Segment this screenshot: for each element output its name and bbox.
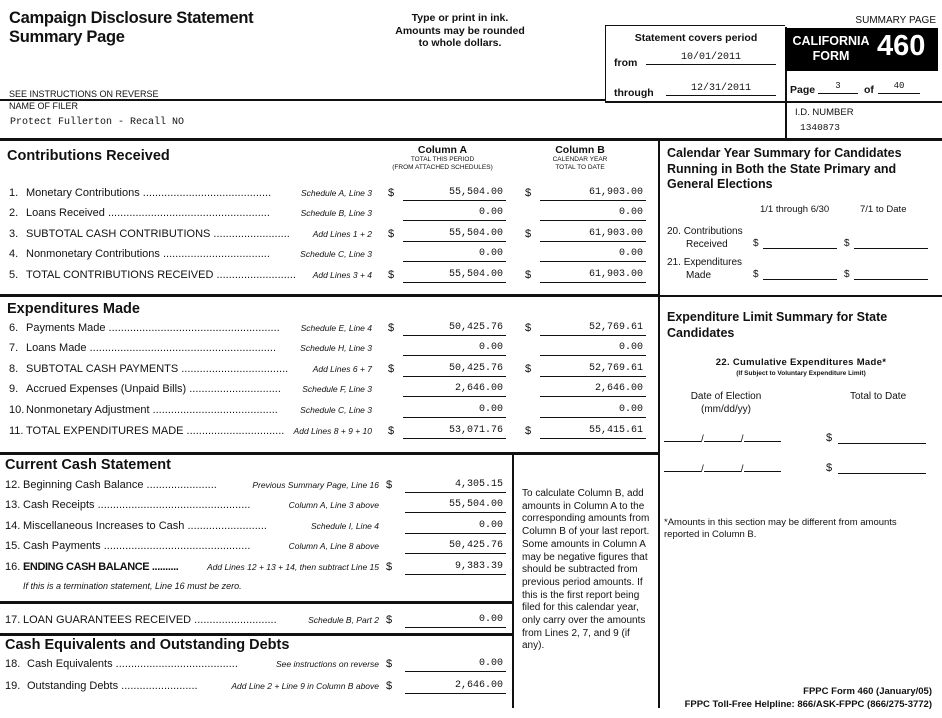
table-row [9,248,649,266]
date-of-election-label [676,390,776,416]
form-version: FPPC Form 460 (January/05) [803,686,932,697]
row-label: Nonmonetary Contributions ................................... [26,248,270,260]
row-number: 3. [9,228,19,240]
dollar-sign: $ [525,425,532,437]
table-row [9,363,649,381]
ink-line-1: Type or print in ink. [411,12,509,24]
divider [0,633,513,636]
section-title-cash-equivalents: Cash Equivalents and Outstanding Debts [5,637,290,653]
row-number: 19. [5,680,21,692]
dollar-sign: $ [826,432,833,444]
table-row [5,680,514,698]
table-row [5,540,514,558]
row-reference: Column A, Line 8 above [288,541,379,551]
termination-note: If this is a termination statement, Line 16 must be zero. [23,581,242,591]
column-b-value[interactable]: 0.00 [540,248,646,262]
table-row [9,207,649,225]
row-label: Contributions [683,226,743,237]
row-number: 17. [5,614,21,626]
row-number: 13. [5,499,21,511]
id-label: I.D. NUMBER [795,107,854,118]
date-label-line2: (mm/dd/yy) [701,404,751,415]
cash-value[interactable]: 0.00 [405,520,506,534]
title-line-2: Summary Page [9,28,125,46]
row-reference: See instructions on reverse [276,659,379,669]
cumulative-title: 22. Cumulative Expenditures Made* [715,357,887,368]
column-b-value[interactable]: 55,415.61 [540,425,646,439]
column-b-header [525,144,635,172]
cash-value[interactable]: 4,305.15 [405,479,506,493]
section-title-contributions: Contributions Received [7,148,170,164]
row-label: TOTAL CONTRIBUTIONS RECEIVED .......................... [26,269,296,281]
row-reference: Add Lines 8 + 9 + 10 [293,426,372,436]
row-label: Cash Equivalents ........................................ [27,658,238,670]
through-label: through [614,87,654,99]
column-b-value[interactable]: 0.00 [540,404,646,418]
row-reference: Column A, Line 3 above [288,500,379,510]
row-reference: Schedule B, Line 3 [300,208,372,218]
summary-page-tag: SUMMARY PAGE [855,15,936,26]
row-label: Loans Made ............................................................. [26,342,277,354]
cash-value[interactable]: 55,504.00 [405,499,506,513]
table-row [5,520,514,538]
column-b-sub2: TOTAL TO DATE [555,164,605,171]
dollar-sign: $ [525,187,532,199]
column-a-value[interactable]: 50,425.76 [403,322,506,336]
cumulative-note: (If Subject to Voluntary Expenditure Limit) [736,370,866,377]
row-label: Payments Made ........................................................ [26,322,280,334]
row-label: Accrued Expenses (Unpaid Bills) .............................. [26,383,281,395]
date-label-line1: Date of Election [690,391,762,402]
period-title: Statement covers period [634,32,758,44]
divider [0,99,605,101]
row-reference: Schedule C, Line 3 [300,405,372,415]
row-number: 11. [9,425,24,437]
column-a-title: Column A [417,144,468,156]
section-title-expenditure-limit: Expenditure Limit Summary for State Candidates [667,310,888,340]
loan-guarantees-value[interactable]: 0.00 [405,614,506,628]
table-row [5,499,514,517]
column-b-instructions: To calculate Column B, add amounts in Column A to the corresponding amounts from Column B of your last report. Some amounts in Column A may be negative figures that should be subtracted from previous period amounts. If this is the first report being filed for this calendar year, only carry over the amounts from Lines 2, 7, and 9 (if any). [522,488,650,652]
table-row [9,228,649,246]
expenditures-1h-field[interactable] [763,270,837,280]
id-number-field[interactable]: 1340873 [800,122,840,133]
table-row [9,187,649,205]
table-row [5,561,514,579]
table-row [5,479,514,497]
row-number: 5. [9,269,19,281]
through-date-field[interactable]: 12/31/2011 [666,83,776,96]
column-b-value[interactable]: 52,769.61 [540,363,646,377]
contributions-2h-field[interactable] [854,239,928,249]
dollar-sign: $ [388,322,395,334]
expenditure-footnote: *Amounts in this section may be different from amounts reported in Column B. [664,517,897,540]
row-number: 8. [9,363,19,375]
row-label: ENDING CASH BALANCE .......... [23,561,179,573]
table-row [9,404,649,422]
dollar-sign: $ [525,228,532,240]
page-number-field[interactable]: 3 [818,81,858,94]
dollar-sign: $ [388,228,395,240]
dollar-sign: $ [386,561,393,573]
row-reference: Schedule F, Line 3 [302,384,372,394]
row-reference: Previous Summary Page, Line 16 [252,480,379,490]
election-date-field-1[interactable]: / / [664,432,781,445]
row-reference: Schedule I, Line 4 [310,521,379,531]
page-title [9,9,253,47]
from-label: from [614,57,638,69]
column-b-value[interactable]: 0.00 [540,342,646,356]
form-number: 460 [877,30,926,62]
dollar-sign: $ [753,238,759,249]
row-number: 15. [5,540,21,552]
dollar-sign: $ [388,425,395,437]
column-b-title: Column B [555,144,605,156]
column-b-value[interactable]: 61,903.00 [540,228,646,242]
total-to-date-field-2[interactable] [838,464,926,474]
dollar-sign: $ [386,658,393,670]
row-reference: Add Lines 1 + 2 [312,229,372,239]
column-a-value[interactable]: 50,425.76 [403,363,506,377]
column-a-value[interactable]: 55,504.00 [403,187,506,201]
row-reference: Schedule E, Line 4 [300,323,372,333]
row-reference: Add Line 2 + Line 9 in Column B above [231,681,379,691]
row-label: Made [686,269,712,281]
dollar-sign: $ [525,269,532,281]
column-a-header [375,144,510,172]
row-reference: Schedule H, Line 3 [300,343,372,353]
row-label: Miscellaneous Increases to Cash .......................... [23,520,267,532]
row-20 [667,226,743,251]
filer-name-field[interactable]: Protect Fullerton - Recall NO [10,117,185,128]
row-number: 12. [5,479,21,491]
see-instructions: SEE INSTRUCTIONS ON REVERSE [9,89,159,99]
dollar-sign: $ [386,680,393,692]
column-b-sub1: CALENDAR YEAR [552,156,608,163]
dollar-sign: $ [826,462,833,474]
dollar-sign: $ [388,187,395,199]
table-row [5,614,514,632]
calendar-col2-label: 7/1 to Date [860,204,907,215]
row-label: LOAN GUARANTEES RECEIVED ........................... [23,614,277,626]
row-reference: Add Lines 12 + 13 + 14, then subtract Line 15 [206,562,379,572]
divider [0,294,660,297]
row-number: 14. [5,520,21,532]
section-title-expenditures: Expenditures Made [7,301,140,317]
row-reference: Add Lines 6 + 7 [312,364,372,374]
divider [0,138,942,141]
column-a-sub1: TOTAL THIS PERIOD [410,156,475,163]
dollar-sign: $ [388,269,395,281]
divider [0,452,660,455]
table-row [9,269,649,287]
dollar-sign: $ [844,269,850,280]
dollar-sign: $ [388,363,395,375]
divider [605,101,942,103]
election-date-field-2[interactable]: / / [664,462,781,475]
ink-line-2: Amounts may be rounded [395,24,525,37]
cash-value[interactable]: 9,383.39 [405,561,506,575]
row-reference: Add Lines 3 + 4 [312,270,372,280]
row-label: TOTAL EXPENDITURES MADE ................................ [26,425,285,437]
row-number: 18. [5,658,21,670]
row-number: 2. [9,207,19,219]
row-21 [667,257,742,282]
section-title-cash-statement: Current Cash Statement [5,457,171,473]
row-label: Loans Received ..................................................... [26,207,270,219]
title-line-1: Campaign Disclosure Statement [9,9,254,27]
period-box [605,25,785,102]
row-number: 20. [667,226,681,237]
row-number: 7. [9,342,19,354]
dollar-sign: $ [844,238,850,249]
ink-line-3: to whole dollars. [418,37,502,49]
row-label: Monetary Contributions .......................................... [26,187,272,199]
column-a-value[interactable]: 0.00 [403,207,506,221]
form-line-2: FORM [812,49,850,63]
table-row [9,322,649,340]
dollar-sign: $ [753,269,759,280]
row-reference: Schedule B, Part 2 [308,615,379,625]
row-number: 1. [9,187,19,199]
divider [660,295,942,297]
dollar-sign: $ [525,363,532,375]
row-label: Received [686,238,728,250]
cash-value[interactable]: 50,425.76 [405,540,506,554]
column-b-value[interactable]: 0.00 [540,207,646,221]
table-row [9,383,649,401]
contributions-1h-field[interactable] [763,239,837,249]
column-b-value[interactable]: 2,646.00 [540,383,646,397]
total-to-date-field-1[interactable] [838,434,926,444]
row-label: Cash Payments ................................................ [23,540,251,552]
form-line-1: CALIFORNIA [792,34,870,48]
column-a-value[interactable]: 55,504.00 [403,269,506,283]
dollar-sign: $ [386,479,393,491]
outstanding-debts-value[interactable]: 2,646.00 [405,680,506,694]
column-a-value[interactable]: 0.00 [403,404,506,418]
column-b-value[interactable]: 61,903.00 [540,269,646,283]
page-total-field[interactable]: 40 [878,81,920,94]
row-reference: Schedule A, Line 3 [300,188,372,198]
row-number: 4. [9,248,19,260]
filer-label: NAME OF FILER [9,101,79,111]
expenditures-2h-field[interactable] [854,270,928,280]
table-row [9,342,649,360]
row-label: SUBTOTAL CASH CONTRIBUTIONS ......................... [26,228,290,240]
column-a-value[interactable]: 0.00 [403,342,506,356]
row-label: Beginning Cash Balance ....................... [23,479,217,491]
row-number: 21. [667,257,681,268]
helpline: FPPC Toll-Free Helpline: 866/ASK-FPPC (866/275-3772) [684,699,932,710]
column-a-sub2: (FROM ATTACHED SCHEDULES) [392,164,493,171]
divider [0,601,513,604]
cash-equivalents-value[interactable]: 0.00 [405,658,506,672]
column-a-value[interactable]: 55,504.00 [403,228,506,242]
row-reference: Schedule C, Line 3 [300,249,372,259]
row-label: SUBTOTAL CASH PAYMENTS ................................... [26,363,289,375]
row-number: 16. [5,561,21,573]
calendar-col1-label: 1/1 through 6/30 [760,204,830,215]
from-date-field[interactable]: 10/01/2011 [646,52,776,65]
row-label: Nonmonetary Adjustment ......................................... [26,404,278,416]
column-a-value[interactable]: 2,646.00 [403,383,506,397]
column-a-value[interactable]: 0.00 [403,248,506,262]
form-badge [785,28,938,71]
table-row [9,425,649,443]
table-row [5,658,514,676]
row-number: 10. [9,404,25,416]
divider [658,140,660,708]
row-label: Cash Receipts .................................................. [23,499,251,511]
row-label: Expenditures [683,257,743,268]
of-label: of [864,84,874,96]
row-number: 9. [9,383,19,395]
total-to-date-label: Total to Date [850,391,907,402]
dollar-sign: $ [386,614,393,626]
divider [512,453,514,708]
section-title-calendar-summary: Calendar Year Summary for Candidates Running in Both the State Primary and General Elections [667,146,902,191]
row-number: 6. [9,322,19,334]
column-b-value[interactable]: 61,903.00 [540,187,646,201]
dollar-sign: $ [525,322,532,334]
ink-instructions [375,12,545,50]
form-badge-text [791,34,871,64]
row-label: Outstanding Debts ......................... [27,680,198,692]
column-a-value[interactable]: 53,071.76 [403,425,506,439]
page-label: Page [790,84,816,96]
column-b-value[interactable]: 52,769.61 [540,322,646,336]
